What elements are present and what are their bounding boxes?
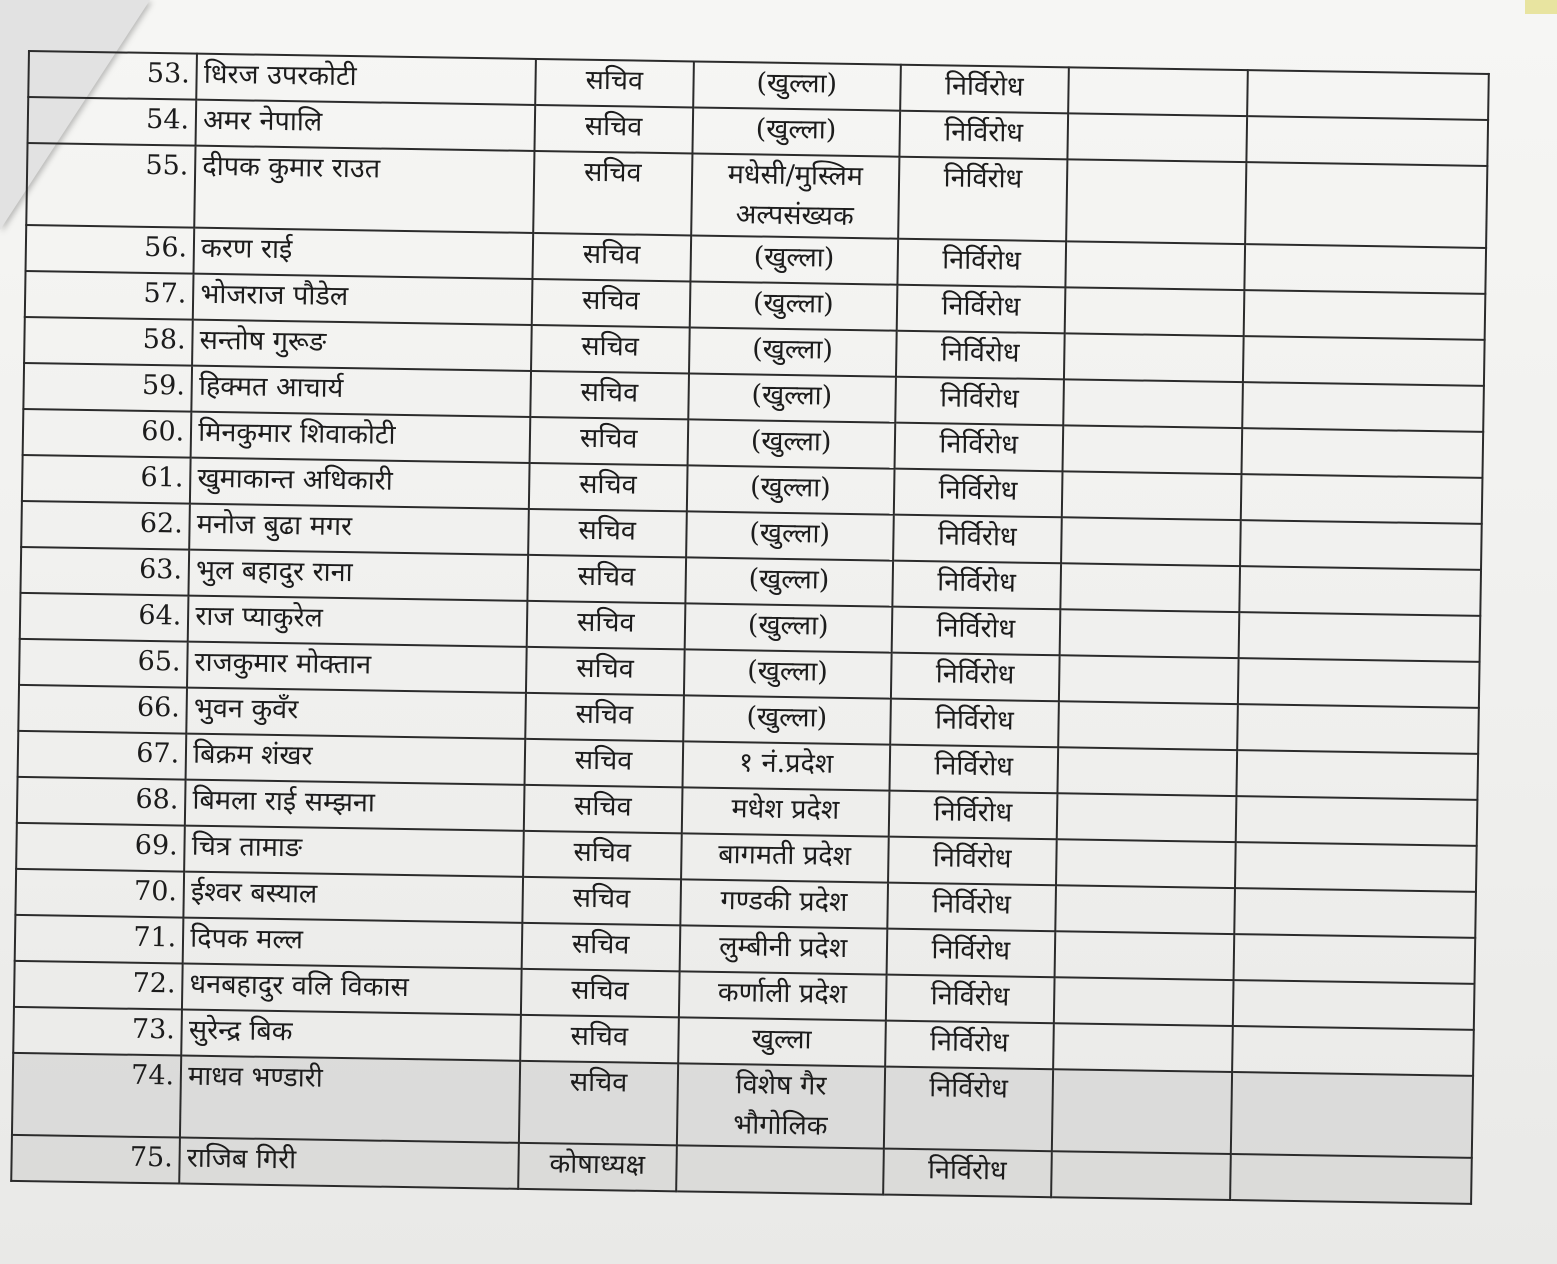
status-cell: निर्विरोध <box>888 837 1057 886</box>
serial-number-cell: 61. <box>22 455 191 504</box>
status-cell: निर्विरोध <box>883 1149 1052 1198</box>
post-cell: सचिव <box>521 923 680 971</box>
category-cell: कर्णाली प्रदेश <box>679 971 887 1020</box>
blank-cell <box>1243 382 1484 432</box>
blank-cell <box>1054 931 1234 980</box>
status-cell: निर्विरोध <box>896 285 1065 334</box>
category-cell: गण्डकी प्रदेश <box>680 879 888 928</box>
blank-cell <box>1245 244 1486 294</box>
blank-cell <box>1238 658 1479 708</box>
blank-cell <box>1059 655 1239 704</box>
serial-number-cell: 69. <box>16 823 185 872</box>
blank-cell <box>1057 793 1237 842</box>
blank-cell <box>1241 474 1482 524</box>
status-cell: निर्विरोध <box>892 561 1061 610</box>
blank-cell <box>1060 609 1240 658</box>
blank-cell <box>1247 70 1488 120</box>
blank-cell <box>1058 701 1238 750</box>
blank-cell <box>1235 888 1476 938</box>
post-cell: सचिव <box>531 279 690 327</box>
candidate-name-cell: खुमाकान्त अधिकारी <box>190 458 529 509</box>
category-cell: (खुल्ला) <box>687 465 895 514</box>
serial-number-cell: 64. <box>20 593 189 642</box>
status-cell: निर्विरोध <box>900 65 1069 114</box>
post-cell: सचिव <box>528 509 687 557</box>
serial-number-cell: 71. <box>15 915 184 964</box>
post-cell: सचिव <box>535 59 694 107</box>
post-cell: सचिव <box>526 601 685 649</box>
post-cell: सचिव <box>525 693 684 741</box>
post-cell: सचिव <box>520 1015 679 1063</box>
blank-cell <box>1068 67 1248 116</box>
status-cell: निर्विरोध <box>885 1021 1054 1070</box>
blank-cell <box>1239 612 1480 662</box>
blank-cell <box>1060 563 1240 612</box>
status-cell: निर्विरोध <box>887 883 1056 932</box>
blank-cell <box>1066 159 1247 244</box>
serial-number-cell: 62. <box>21 501 190 550</box>
candidate-name-cell: राज प्याकुरेल <box>188 596 527 647</box>
blank-cell <box>1231 1072 1473 1158</box>
status-cell: निर्विरोध <box>891 653 1060 702</box>
blank-cell <box>1235 842 1476 892</box>
blank-cell <box>1062 471 1242 520</box>
blank-cell <box>1067 113 1247 162</box>
status-cell: निर्विरोध <box>896 331 1065 380</box>
candidate-name-cell: भोजराज पौडेल <box>193 274 532 325</box>
blank-cell <box>1247 116 1488 166</box>
candidate-name-cell: अमर नेपालि <box>196 100 535 151</box>
blank-cell <box>1236 796 1477 846</box>
blank-cell <box>1056 839 1236 888</box>
status-cell: निर्विरोध <box>884 1067 1053 1152</box>
category-cell: (खुल्ला) <box>684 603 892 652</box>
blank-cell <box>1054 977 1234 1026</box>
status-cell: निर्विरोध <box>899 111 1068 160</box>
category-cell: विशेष गैर भौगोलिक <box>677 1063 885 1148</box>
serial-number-cell: 73. <box>13 1007 182 1056</box>
blank-cell <box>1232 1026 1473 1076</box>
post-cell: सचिव <box>521 969 680 1017</box>
blank-cell <box>1053 1023 1233 1072</box>
blank-cell <box>1244 290 1485 340</box>
blank-cell <box>1061 517 1241 566</box>
candidate-name-cell: मिनकुमार शिवाकोटी <box>191 412 530 463</box>
category-cell: (खुल्ला) <box>690 235 898 284</box>
blank-cell <box>1230 1154 1471 1204</box>
candidate-name-cell: राजकुमार मोक्तान <box>187 642 526 693</box>
status-cell: निर्विरोध <box>897 239 1066 288</box>
category-cell: लुम्बीनी प्रदेश <box>679 925 887 974</box>
blank-cell <box>1240 520 1481 570</box>
candidate-name-cell: चित्र तामाङ <box>184 826 523 877</box>
status-cell: निर्विरोध <box>894 423 1063 472</box>
serial-number-cell: 57. <box>25 271 194 320</box>
candidate-name-cell: दीपक कुमार राउत <box>194 146 534 233</box>
post-cell: सचिव <box>522 877 681 925</box>
blank-cell <box>1245 162 1487 248</box>
serial-number-cell: 75. <box>11 1135 180 1184</box>
status-cell: निर्विरोध <box>891 607 1060 656</box>
post-cell: सचिव <box>530 371 689 419</box>
status-cell: निर्विरोध <box>893 515 1062 564</box>
serial-number-cell: 65. <box>19 639 188 688</box>
serial-number-cell: 72. <box>14 961 183 1010</box>
category-cell: (खुल्ला) <box>693 61 901 110</box>
serial-number-cell: 53. <box>28 51 197 100</box>
blank-cell <box>1237 750 1478 800</box>
blank-cell <box>1237 704 1478 754</box>
category-cell: (खुल्ला) <box>687 419 895 468</box>
category-cell: (खुल्ला) <box>688 373 896 422</box>
blank-cell <box>1234 934 1475 984</box>
post-cell: सचिव <box>526 647 685 695</box>
category-cell <box>676 1145 884 1194</box>
serial-number-cell: 63. <box>20 547 189 596</box>
candidate-name-cell: ईश्वर बस्याल <box>184 872 523 923</box>
blank-cell <box>1243 336 1484 386</box>
candidate-name-cell: बिमला राई सम्झना <box>185 780 524 831</box>
post-cell: सचिव <box>534 105 693 153</box>
status-cell: निर्विरोध <box>889 745 1058 794</box>
post-cell: सचिव <box>533 151 692 235</box>
blank-cell <box>1233 980 1474 1030</box>
blank-cell <box>1051 1151 1231 1200</box>
blank-cell <box>1065 241 1245 290</box>
blank-cell <box>1064 333 1244 382</box>
post-cell: सचिव <box>527 555 686 603</box>
category-cell: (खुल्ला) <box>686 511 894 560</box>
status-cell: निर्विरोध <box>888 791 1057 840</box>
status-cell: निर्विरोध <box>886 929 1055 978</box>
category-cell: (खुल्ला) <box>689 281 897 330</box>
category-cell: मधेसी/मुस्लिम अल्पसंख्यक <box>691 153 899 238</box>
post-cell: सचिव <box>529 417 688 465</box>
candidate-name-cell: बिक्रम शंखर <box>186 734 525 785</box>
post-cell: सचिव <box>529 463 688 511</box>
candidate-name-cell: हिक्मत आचार्य <box>192 366 531 417</box>
post-cell: सचिव <box>524 739 683 787</box>
post-cell: सचिव <box>531 325 690 373</box>
serial-number-cell: 60. <box>23 409 192 458</box>
post-cell: सचिव <box>519 1061 678 1145</box>
candidate-name-cell: सन्तोष गुरूङ <box>192 320 531 371</box>
candidate-name-cell: करण राई <box>194 228 533 279</box>
serial-number-cell: 70. <box>15 869 184 918</box>
post-cell: सचिव <box>532 233 691 281</box>
candidate-name-cell: धनबहादुर वलि विकास <box>182 964 521 1015</box>
category-cell: (खुल्ला) <box>692 107 900 156</box>
status-cell: निर्विरोध <box>898 157 1067 242</box>
category-cell: १ नं.प्रदेश <box>682 741 890 790</box>
serial-number-cell: 74. <box>12 1053 181 1138</box>
corner-tape-mark <box>1525 0 1557 14</box>
candidate-name-cell: माधव भण्डारी <box>180 1056 520 1143</box>
category-cell: (खुल्ला) <box>683 695 891 744</box>
post-cell: सचिव <box>523 785 682 833</box>
post-cell: सचिव <box>523 831 682 879</box>
serial-number-cell: 56. <box>26 225 195 274</box>
candidate-name-cell: भुवन कुवँर <box>187 688 526 739</box>
candidate-name-cell: धिरज उपरकोटी <box>196 54 535 105</box>
serial-number-cell: 68. <box>17 777 186 826</box>
blank-cell <box>1240 566 1481 616</box>
serial-number-cell: 59. <box>23 363 192 412</box>
candidate-name-cell: राजिब गिरी <box>179 1138 518 1189</box>
blank-cell <box>1242 428 1483 478</box>
serial-number-cell: 55. <box>26 143 195 228</box>
candidate-table <box>10 50 1490 1205</box>
category-cell: बागमती प्रदेश <box>681 833 889 882</box>
blank-cell <box>1052 1069 1233 1154</box>
candidate-name-cell: दिपक मल्ल <box>183 918 522 969</box>
blank-cell <box>1055 885 1235 934</box>
blank-cell <box>1062 425 1242 474</box>
blank-cell <box>1065 287 1245 336</box>
serial-number-cell: 67. <box>18 731 187 780</box>
category-cell: मधेश प्रदेश <box>681 787 889 836</box>
category-cell: खुल्ला <box>678 1017 886 1066</box>
serial-number-cell: 66. <box>18 685 187 734</box>
blank-cell <box>1057 747 1237 796</box>
status-cell: निर्विरोध <box>893 469 1062 518</box>
post-cell: कोषाध्यक्ष <box>518 1143 677 1191</box>
status-cell: निर्विरोध <box>890 699 1059 748</box>
candidate-name-cell: मनोज बुढा मगर <box>189 504 528 555</box>
candidate-rows <box>11 51 1489 1204</box>
category-cell: (खुल्ला) <box>689 327 897 376</box>
serial-number-cell: 58. <box>24 317 193 366</box>
status-cell: निर्विरोध <box>886 975 1055 1024</box>
category-cell: (खुल्ला) <box>684 649 892 698</box>
blank-cell <box>1063 379 1243 428</box>
candidate-name-cell: सुरेन्द्र बिक <box>181 1010 520 1061</box>
serial-number-cell: 54. <box>28 97 197 146</box>
category-cell: (खुल्ला) <box>685 557 893 606</box>
candidate-name-cell: भुल बहादुर राना <box>189 550 528 601</box>
status-cell: निर्विरोध <box>895 377 1064 426</box>
